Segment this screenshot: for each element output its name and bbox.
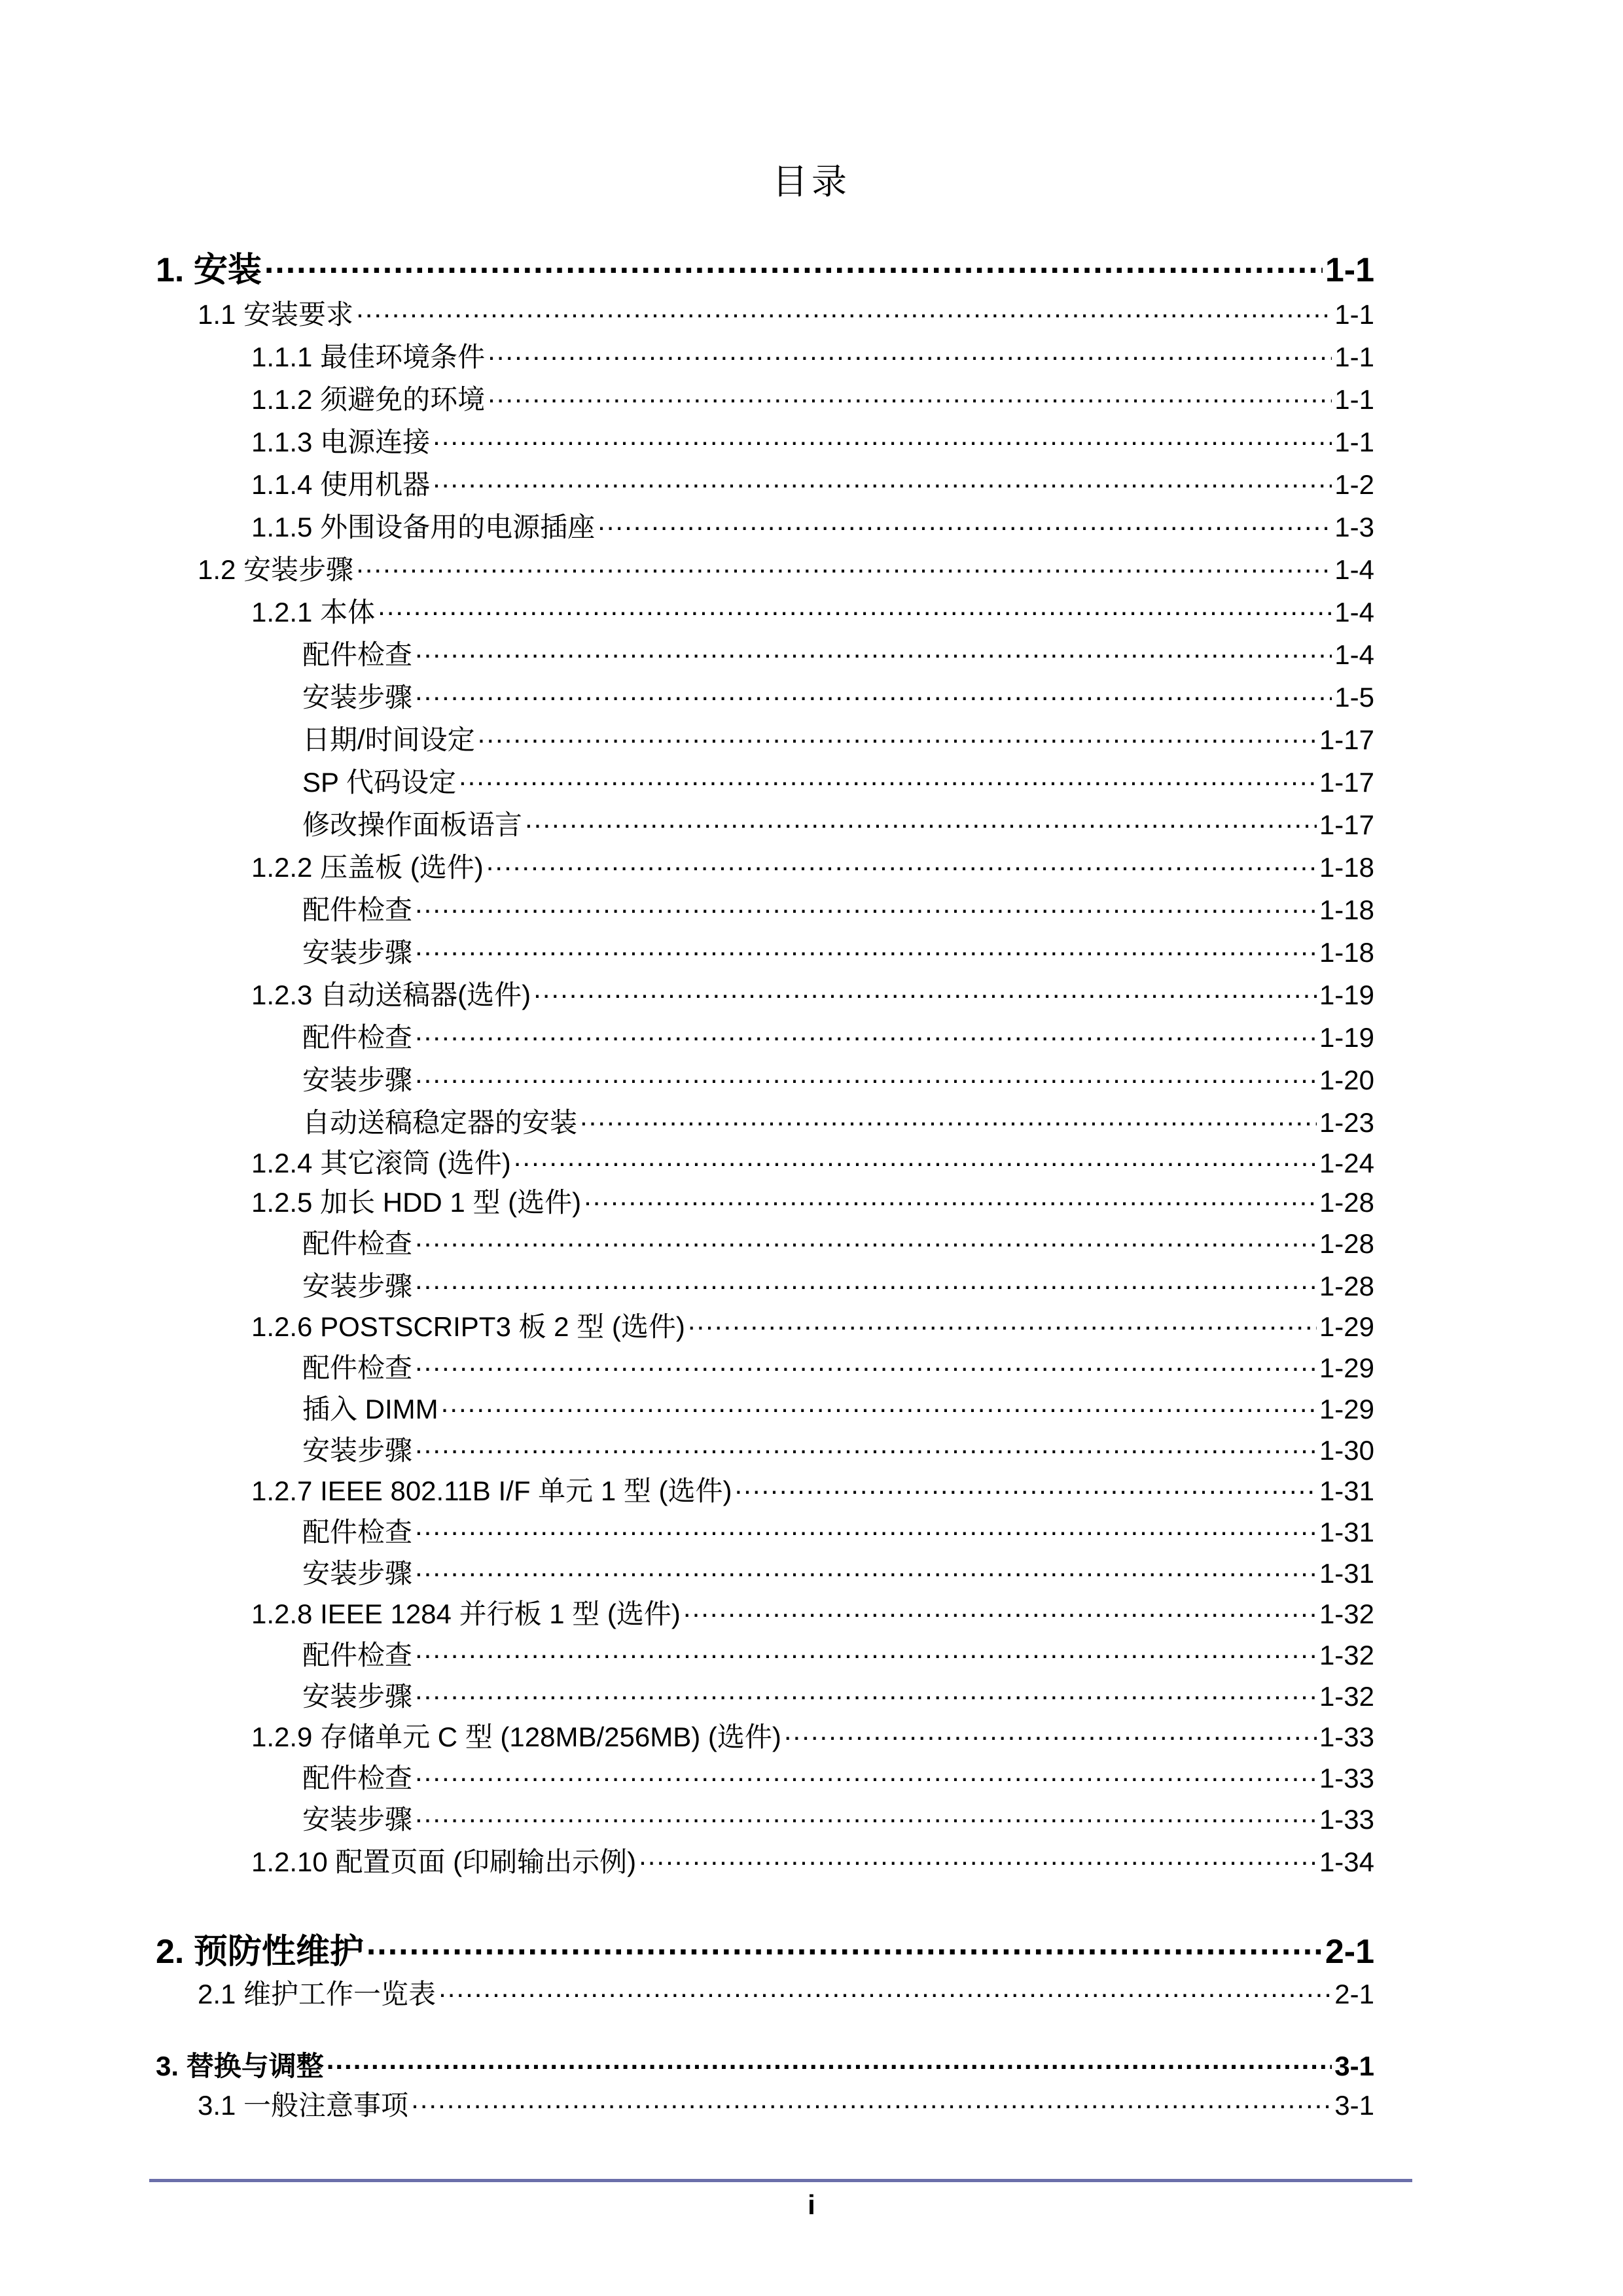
toc-entry-label: 1.2.5 加长 HDD 1 型 (选件) [251,1187,582,1218]
leader-dots [415,1268,1317,1296]
leader-dots [525,807,1317,834]
toc-entry-label: 配件检查 [302,639,413,670]
toc-entry-chapter-2[interactable] [156,1924,1374,1973]
leader-dots [356,552,1332,579]
toc-entry-page: 1-32 [1319,1640,1374,1670]
toc-entry-label: 1.2.7 IEEE 802.11B I/F 单元 1 型 (选件) [251,1475,732,1506]
leader-dots [433,467,1332,494]
toc-entry-label: 2. 预防性维护 [156,1933,364,1971]
toc-entry-label: 1.2.6 POSTSCRIPT3 板 2 型 (选件) [251,1311,685,1342]
leader-dots [735,1473,1317,1500]
toc-entry-page: 1-28 [1319,1187,1374,1218]
toc-entry-label: 1.1.3 电源连接 [251,427,431,457]
leader-dots [264,247,1323,281]
toc-entry[interactable] [302,761,1374,800]
toc-entry-chapter-1[interactable] [156,242,1374,291]
toc-entry-label: 配件检查 [302,894,413,925]
toc-entry-chapter-3[interactable] [156,2045,1374,2084]
toc-entry-label: 1.1.1 最佳环境条件 [251,342,486,372]
toc-entry-label: 安装步骤 [302,1681,413,1712]
toc-entry-page: 1-18 [1319,937,1374,968]
toc-entry[interactable] [251,591,1374,630]
toc-entry-label: 安装步骤 [302,1271,413,1301]
toc-entry-page: 1-33 [1319,1804,1374,1835]
toc-entry-page: 3-1 [1334,2051,1374,2081]
leader-dots [415,1760,1317,1788]
leader-dots [438,1976,1332,2004]
leader-dots [683,1596,1317,1623]
toc-entry-label: 1.2.3 自动送稿器(选件) [251,980,531,1010]
toc-entry[interactable] [302,931,1374,970]
toc-entry-page: 3-1 [1334,2090,1374,2121]
toc-entry[interactable] [251,1716,1374,1755]
toc-entry-page: 1-24 [1319,1148,1374,1178]
toc-entry-label: SP 代码设定 [302,767,456,798]
toc-entry[interactable] [251,463,1374,503]
leader-dots [415,934,1317,962]
toc-entry[interactable] [251,336,1374,375]
toc-entry[interactable] [302,804,1374,843]
toc-entry-page: 2-1 [1334,1979,1374,2009]
toc-entry-page: 1-4 [1334,554,1374,585]
leader-dots [411,2087,1332,2115]
toc-entry-page: 1-31 [1319,1475,1374,1506]
toc-entry-label: 配件检查 [302,1022,413,1053]
toc-entry-label: 修改操作面板语言 [302,809,523,840]
toc-entry-page: 1-1 [1334,299,1374,330]
toc-entry-page: 1-29 [1319,1352,1374,1383]
toc-entry-label: 插入 DIMM [302,1394,438,1424]
toc-entry-page: 1-20 [1319,1065,1374,1095]
toc-entry-label: 1.1.4 使用机器 [251,469,431,500]
toc-entry[interactable] [302,1101,1374,1140]
toc-entry-label: 1.1 安装要求 [198,299,354,330]
toc-entry[interactable] [251,974,1374,1013]
toc-entry-label: 1.2.8 IEEE 1284 并行板 1 型 (选件) [251,1598,681,1629]
leader-dots [784,1719,1317,1746]
toc-entry[interactable] [302,1265,1374,1304]
toc-entry-page: 1-17 [1319,767,1374,798]
leader-dots [415,1432,1317,1460]
leader-dots [415,1350,1317,1377]
footer-page-number: i [808,2189,815,2220]
toc-entry[interactable] [302,1016,1374,1055]
toc-entry[interactable] [302,633,1374,673]
toc-entry[interactable] [302,676,1374,715]
toc-entry-page: 1-34 [1319,1846,1374,1877]
toc-entry-page: 1-19 [1319,980,1374,1010]
toc-entry-page: 1-1 [1334,427,1374,457]
toc-entry-page: 1-28 [1319,1228,1374,1259]
toc-entry[interactable] [302,718,1374,758]
toc-entry-page: 1-18 [1319,894,1374,925]
toc-entry-label: 配件检查 [302,1640,413,1670]
leader-dots [366,1929,1323,1963]
toc-entry[interactable] [251,1470,1374,1509]
toc-entry-page: 1-31 [1319,1558,1374,1589]
toc-entry-label: 安装步骤 [302,1065,413,1095]
leader-dots [486,849,1317,877]
toc-entry[interactable] [251,378,1374,417]
toc-entry[interactable] [251,1593,1374,1632]
leader-dots [356,296,1332,324]
toc-entry-label: 配件检查 [302,1228,413,1259]
toc-entry-page: 2-1 [1325,1933,1374,1971]
toc-entry-label: 1.2.9 存储单元 C 型 (128MB/256MB) (选件) [251,1722,781,1752]
toc-entry-label: 1.2 安装步骤 [198,554,354,585]
toc-entry[interactable] [251,1142,1374,1181]
leader-dots [415,1555,1317,1583]
leader-dots [597,509,1332,537]
toc-entry-label: 安装步骤 [302,937,413,968]
page-title: 目录 [772,161,851,202]
toc-entry-page: 1-18 [1319,852,1374,883]
toc-entry-page: 1-1 [1334,384,1374,415]
toc-entry[interactable] [198,1973,1374,2012]
toc-entry-label: 安装步骤 [302,1804,413,1835]
toc-entry-page: 1-32 [1319,1681,1374,1712]
leader-dots [378,594,1332,622]
leader-dots [415,892,1317,919]
leader-dots [433,424,1332,451]
toc-entry-page: 1-2 [1334,469,1374,500]
toc-entry[interactable] [302,1675,1374,1714]
leader-dots [415,637,1332,664]
toc-entry-label: 安装步骤 [302,1558,413,1589]
toc-entry[interactable] [198,548,1374,588]
toc-entry-page: 1-23 [1319,1107,1374,1138]
toc-entry[interactable] [302,1222,1374,1262]
toc-entry[interactable] [251,1181,1374,1220]
toc-entry-label: 安装步骤 [302,682,413,713]
toc-entry-page: 1-4 [1334,639,1374,670]
toc-entry-page: 1-30 [1319,1435,1374,1466]
toc-entry-label: 配件检查 [302,1352,413,1383]
leader-dots [488,339,1332,366]
toc-entry[interactable] [251,421,1374,460]
toc-entry[interactable] [251,1305,1374,1345]
toc-entry[interactable] [251,1841,1374,1880]
leader-dots [327,2048,1332,2075]
toc-entry-label: 1. 安装 [156,251,262,289]
leader-dots [415,1226,1317,1253]
toc-entry-label: 3. 替换与调整 [156,2051,324,2081]
toc-entry[interactable] [198,293,1374,332]
leader-dots [533,977,1317,1004]
toc-entry-label: 3.1 一般注意事项 [198,2090,409,2121]
toc-entry[interactable] [302,1388,1374,1427]
toc-entry-label: 配件检查 [302,1517,413,1547]
toc-entry-page: 1-4 [1334,597,1374,627]
toc-entry[interactable] [302,1511,1374,1550]
toc-entry-label: 配件检查 [302,1763,413,1793]
toc-entry[interactable] [302,889,1374,928]
leader-dots [415,1062,1317,1089]
toc-entry-label: 日期/时间设定 [302,724,475,755]
toc-entry[interactable] [198,2084,1374,2123]
toc-entry-page: 1-19 [1319,1022,1374,1053]
toc-entry[interactable] [302,1757,1374,1796]
toc-entry-label: 1.2.1 本体 [251,597,376,627]
toc-entry-label: 1.2.2 压盖板 (选件) [251,852,484,883]
toc-entry-label: 安装步骤 [302,1435,413,1466]
toc-entry[interactable] [302,1429,1374,1468]
toc-entry-page: 1-17 [1319,809,1374,840]
toc-entry-label: 自动送稿稳定器的安装 [302,1107,578,1138]
toc-entry-label: 1.2.10 配置页面 (印刷输出示例) [251,1846,637,1877]
toc-entry-page: 1-3 [1334,512,1374,542]
toc-entry-page: 1-1 [1334,342,1374,372]
toc-entry[interactable] [302,1552,1374,1591]
toc-entry-label: 1.1.5 外围设备用的电源插座 [251,512,596,542]
leader-dots [514,1145,1317,1173]
toc-entry[interactable] [251,846,1374,885]
toc-entry[interactable] [302,1634,1374,1673]
leader-dots [580,1104,1317,1132]
toc-entry-page: 1-17 [1319,724,1374,755]
leader-dots [441,1391,1317,1419]
toc-entry-page: 1-29 [1319,1394,1374,1424]
leader-dots [584,1184,1317,1212]
leader-dots [688,1309,1317,1336]
toc-entry-page: 1-33 [1319,1722,1374,1752]
toc-entry-label: 1.2.4 其它滚筒 (选件) [251,1148,511,1178]
footer-divider [149,2179,1412,2182]
toc-entry-page: 1-29 [1319,1311,1374,1342]
toc-entry[interactable] [251,506,1374,545]
toc-entry[interactable] [302,1347,1374,1386]
leader-dots [415,1019,1317,1047]
toc-entry-page: 1-32 [1319,1598,1374,1629]
leader-dots [488,381,1332,409]
toc-entry-page: 1-1 [1325,251,1374,289]
leader-dots [415,1678,1317,1706]
toc-entry[interactable] [302,1059,1374,1098]
leader-dots [415,679,1332,707]
leader-dots [415,1514,1317,1542]
toc-entry-page: 1-31 [1319,1517,1374,1547]
leader-dots [478,722,1317,749]
leader-dots [639,1844,1317,1871]
toc-entry-label: 1.1.2 须避免的环境 [251,384,486,415]
toc-entry[interactable] [302,1798,1374,1837]
toc-entry-label: 2.1 维护工作一览表 [198,1979,437,2009]
toc-entry-page: 1-33 [1319,1763,1374,1793]
toc-entry-page: 1-5 [1334,682,1374,713]
toc-entry-page: 1-28 [1319,1271,1374,1301]
leader-dots [415,1801,1317,1829]
leader-dots [459,764,1317,792]
leader-dots [415,1637,1317,1665]
